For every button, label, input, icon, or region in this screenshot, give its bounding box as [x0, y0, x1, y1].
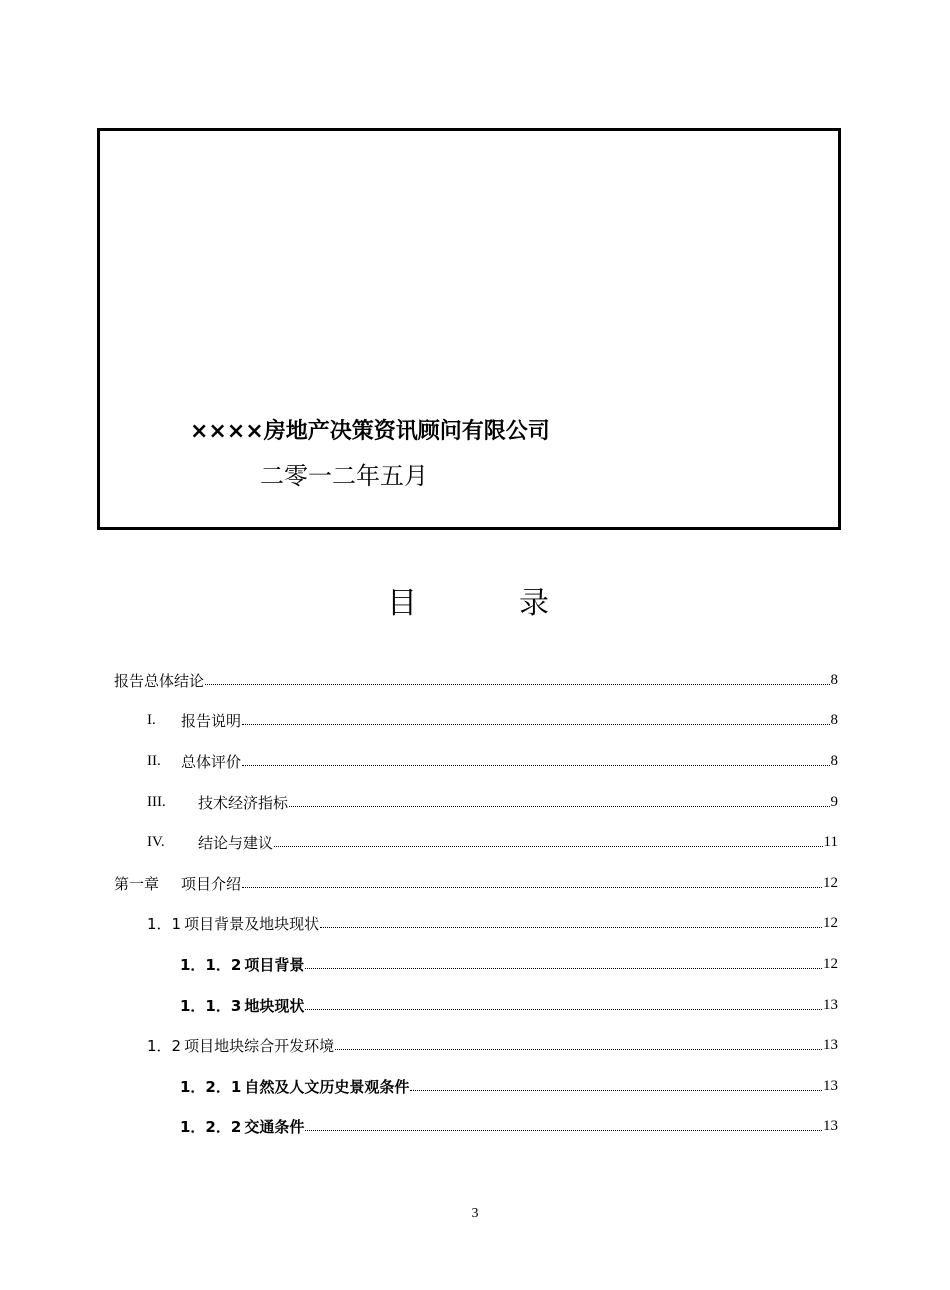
toc-leader-dots	[305, 1009, 822, 1010]
toc-entry-number: I.	[147, 712, 156, 729]
toc-leader-dots	[242, 887, 822, 888]
toc-entry[interactable]	[114, 1025, 838, 1066]
toc-leader-dots	[205, 684, 829, 685]
toc-entry[interactable]	[114, 1107, 838, 1148]
toc-entry-page: 12	[823, 955, 838, 972]
toc-entry-number: 第一章	[114, 874, 160, 893]
toc-entry-label: 项目地块综合开发环境	[184, 1037, 335, 1056]
page-number: 3	[471, 1206, 479, 1221]
table-of-contents	[114, 660, 838, 1147]
toc-leader-dots	[242, 724, 829, 725]
toc-entry-page: 13	[823, 996, 838, 1013]
toc-entry[interactable]	[114, 701, 838, 742]
toc-entry-page: 8	[830, 712, 838, 729]
toc-entry-number: II.	[147, 752, 161, 769]
company-name: ××××房地产决策资讯顾问有限公司	[190, 419, 550, 444]
toc-leader-dots	[305, 1130, 822, 1131]
toc-entry[interactable]	[114, 985, 838, 1026]
toc-entry-number: 1．2．2	[180, 1118, 242, 1137]
toc-entry-number: IV.	[147, 834, 165, 851]
toc-entry-page: 11	[823, 834, 838, 851]
toc-entry-page: 9	[830, 793, 838, 810]
toc-entry-number: 1．1	[147, 915, 182, 934]
toc-entry-number: 1．1．3	[180, 996, 242, 1015]
toc-title: 目 录	[387, 586, 585, 621]
toc-entry-label: 报告说明	[181, 712, 242, 731]
toc-entry[interactable]	[114, 863, 838, 904]
toc-leader-dots	[274, 846, 823, 847]
toc-leader-dots	[242, 765, 829, 766]
toc-entry-label: 项目介绍	[181, 874, 242, 893]
toc-leader-dots	[289, 806, 829, 807]
toc-entry-page: 8	[830, 671, 838, 688]
toc-leader-dots	[410, 1090, 822, 1091]
toc-entry-page: 12	[823, 915, 838, 932]
toc-entry-label: 总体评价	[181, 752, 242, 771]
toc-leader-dots	[335, 1049, 822, 1050]
toc-entry[interactable]	[114, 660, 838, 701]
toc-entry-label: 交通条件	[244, 1118, 305, 1137]
toc-entry-page: 13	[823, 1037, 838, 1054]
toc-entry-number: 1．2．1	[180, 1077, 242, 1096]
toc-entry[interactable]	[114, 904, 838, 945]
toc-entry-label: 技术经济指标	[198, 793, 289, 812]
toc-entry[interactable]	[114, 782, 838, 823]
toc-entry-label: 项目背景	[244, 955, 305, 974]
toc-entry[interactable]	[114, 944, 838, 985]
toc-entry-label: 结论与建议	[198, 834, 274, 853]
toc-entry-page: 12	[823, 874, 838, 891]
toc-entry-page: 13	[823, 1118, 838, 1135]
report-date: 二零一二年五月	[260, 462, 428, 490]
toc-entry-number: 1．2	[147, 1037, 182, 1056]
toc-entry[interactable]	[114, 822, 838, 863]
toc-entry[interactable]	[114, 741, 838, 782]
toc-leader-dots	[320, 927, 822, 928]
toc-entry-label: 报告总体结论	[114, 671, 205, 690]
cover-frame	[97, 128, 841, 530]
toc-entry-page: 13	[823, 1077, 838, 1094]
toc-entry-number: 1．1．2	[180, 955, 242, 974]
toc-entry-label: 自然及人文历史景观条件	[244, 1077, 410, 1096]
toc-entry-label: 地块现状	[244, 996, 305, 1015]
toc-leader-dots	[305, 968, 822, 969]
toc-entry-label: 项目背景及地块现状	[184, 915, 320, 934]
toc-entry-number: III.	[147, 793, 166, 810]
toc-entry-page: 8	[830, 752, 838, 769]
toc-entry[interactable]	[114, 1066, 838, 1107]
